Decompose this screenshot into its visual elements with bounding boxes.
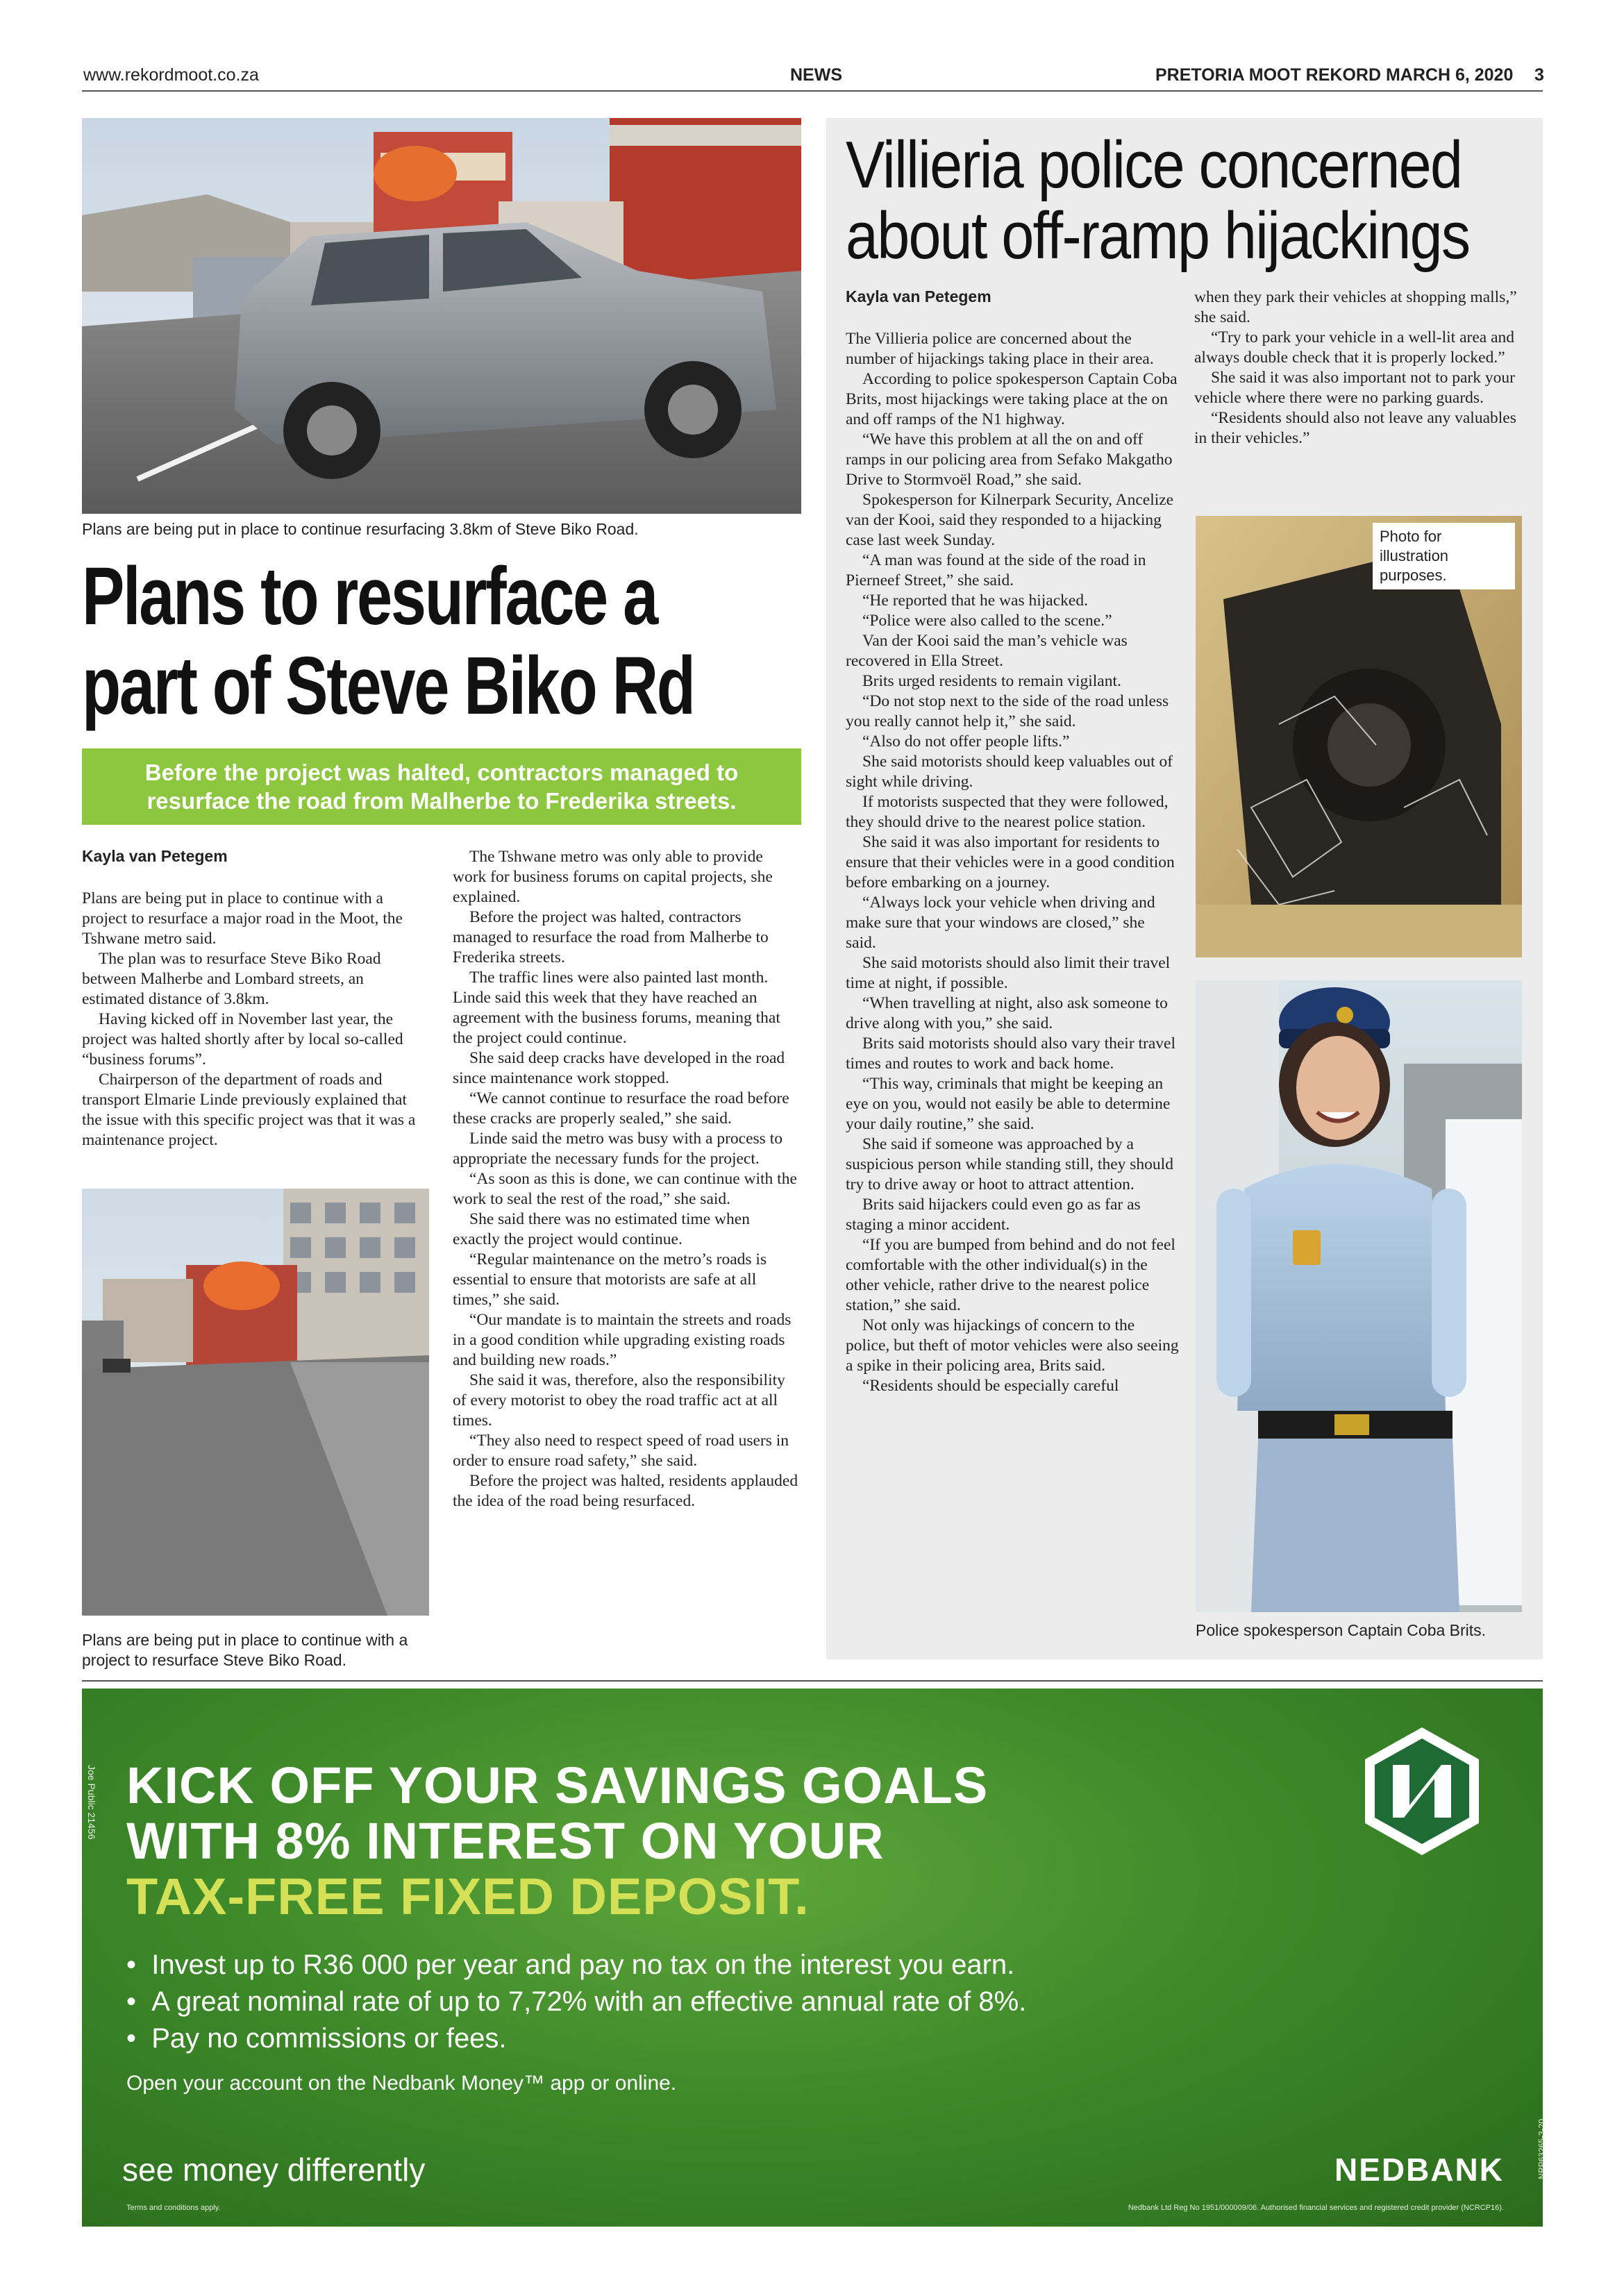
paragraph: “Residents should also not leave any valuables in their vehicles.” <box>1194 409 1516 447</box>
paragraph: She said if someone was approached by a suspicious person while standing still, they should try to drive away or hoot to attract attention. <box>846 1135 1173 1193</box>
paragraph: Spokesperson for Kilnerpark Security, Ancelize van der Kooi, said they responded to a hijacking case last week Sunday. <box>846 491 1174 549</box>
paragraph: “Always lock your vehicle when driving and make sure that your windows are closed,” she said. <box>846 894 1155 952</box>
photo3-label: Photo for illustration purposes. <box>1380 528 1449 584</box>
bullet-dot-icon: • <box>126 2023 152 2054</box>
paragraph: If motorists suspected that they were followed, they should drive to the nearest police station. <box>846 793 1169 831</box>
intro-bar <box>82 748 801 825</box>
nedbank-n-logo-icon <box>1353 1722 1491 1861</box>
intro-line2: resurface the road from Malherbe to Frederika streets. <box>147 788 737 814</box>
paragraph: “When travelling at night, also ask someone to drive along with you,” she said. <box>846 994 1168 1032</box>
right-article-column-1 <box>846 329 1179 1396</box>
advert-tagline: see money differently <box>122 2152 426 2188</box>
paragraph: She said it was also important not to park your vehicle where there were no parking guards. <box>1194 369 1515 407</box>
paragraph: when they park their vehicles at shopping malls,” she said. <box>1194 288 1517 326</box>
paragraph: Not only was hijackings of concern to the police, but theft of motor vehicles were also seeing a spike in their policing area, Brits said. <box>846 1316 1179 1375</box>
paragraph: She said there was no estimated time when exactly the project would continue. <box>453 1210 750 1248</box>
photo3-label-box <box>1373 523 1515 589</box>
advert-bullet <box>126 1947 1237 1984</box>
paragraph: “He reported that he was hijacked. <box>862 592 1088 610</box>
advert-bullet-text: A great nominal rate of up to 7,72% with an effective annual rate of 8%. <box>151 1986 1027 2017</box>
photo1-caption: Plans are being put in place to continue resurfacing 3.8km of Steve Biko Road. <box>82 520 639 538</box>
left-article-column-2 <box>453 847 800 1511</box>
photo-steve-biko-road-street <box>82 1189 429 1616</box>
headline-left-line2: part of Steve Biko Rd <box>82 640 694 732</box>
paragraph: The plan was to resurface Steve Biko Road between Malherbe and Lombard streets, an estimated distance of 3.8km. <box>82 950 381 1008</box>
page-number: 3 <box>1534 65 1544 85</box>
paragraph: The traffic lines were also painted last month. Linde said this week that they have reached an agreement with the business forums, meaning that the project could continue. <box>453 969 780 1047</box>
paragraph: “Also do not offer people lifts.” <box>862 732 1070 751</box>
advert-bullet-text: Pay no commissions or fees. <box>151 2023 507 2054</box>
paragraph: “We have this problem at all the on and off ramps in our policing area from Sefako Makgatho Drive to Stormvoël Road,” she said. <box>846 430 1173 489</box>
paragraph: Before the project was halted, residents applauded the idea of the road being resurfaced. <box>453 1472 798 1510</box>
left-byline: Kayla van Petegem <box>82 847 228 865</box>
paragraph: “Try to park your vehicle in a well-lit area and always double check that it is properly locked.” <box>1194 328 1514 367</box>
photo-captain-coba-brits <box>1196 980 1522 1612</box>
advert-rule <box>82 1680 1543 1682</box>
paragraph: Brits said motorists should also vary their travel times and routes to work and back home. <box>846 1034 1176 1073</box>
paragraph: She said it was, therefore, also the responsibility of every motorist to obey the road traffic act at all times. <box>453 1371 785 1430</box>
photo2-caption: Plans are being put in place to continue with a project to resurface Steve Biko Road. <box>82 1631 408 1669</box>
paragraph: “This way, criminals that might be keeping an eye on you, would not easily be able to determine your daily routine,” she said. <box>846 1075 1171 1133</box>
right-byline: Kayla van Petegem <box>846 287 991 305</box>
paragraph: The Tshwane metro was only able to provide work for business forums on capital projects, she explained. <box>453 848 773 906</box>
advert-headline-line1: KICK OFF YOUR SAVINGS GOALS <box>126 1757 989 1814</box>
paragraph: Before the project was halted, contractors managed to resurface the road from Malherbe to Frederika streets. <box>453 908 769 966</box>
paragraph: Plans are being put in place to continue with a project to resurface a major road in the Moot, the Tshwane metro said. <box>82 889 403 948</box>
bullet-dot-icon: • <box>126 1950 152 1980</box>
advert-side-code: Joe Public 21456 <box>86 1765 97 1840</box>
advert-right-code: NRP63265-3-20 <box>1537 2119 1547 2179</box>
advert-bullet <box>126 1984 1237 2020</box>
photo-steve-biko-road-pickup <box>82 118 801 514</box>
paper-date: PRETORIA MOOT REKORD MARCH 6, 2020 <box>1155 65 1514 85</box>
paragraph: “If you are bumped from behind and do not feel comfortable with the other individual(s) in the other vehicle, rather drive to the nearest police station,” she said. <box>846 1236 1175 1314</box>
left-article-column-1 <box>82 889 429 1150</box>
paragraph: According to police spokesperson Captain Coba Brits, most hijackings were taking place at the on and off ramps of the N1 highway. <box>846 370 1178 428</box>
advert-open-account[interactable]: Open your account on the Nedbank Money™ app or online. <box>126 2072 677 2095</box>
paragraph: Brits said hijackers could even go as far as staging a minor accident. <box>846 1196 1141 1234</box>
advert-bullet <box>126 2020 1237 2057</box>
advert-headline-line3: TAX-FREE FIXED DEPOSIT. <box>126 1868 810 1925</box>
header-rule <box>82 90 1543 92</box>
photo4-caption: Police spokesperson Captain Coba Brits. <box>1196 1621 1487 1639</box>
paragraph: “Do not stop next to the side of the road unless you really cannot help it,” she said. <box>846 692 1169 730</box>
advert-bullet-list <box>126 1947 1237 2057</box>
advert-terms: Terms and conditions apply. <box>126 2204 221 2212</box>
headline-right-line2: about off-ramp hijackings <box>846 199 1470 273</box>
advert-bullet-text: Invest up to R36 000 per year and pay no tax on the interest you earn. <box>151 1950 1015 1980</box>
headline-right-line1: Villieria police concerned <box>846 128 1462 202</box>
paragraph: “A man was found at the side of the road in Pierneef Street,” she said. <box>846 551 1146 589</box>
paragraph: She said deep cracks have developed in the road since maintenance work stopped. <box>453 1049 785 1087</box>
paragraph: Linde said the metro was busy with a process to appropriate the necessary funds for the project. <box>453 1130 782 1168</box>
intro-line1: Before the project was halted, contractors managed to <box>144 760 739 785</box>
paragraph: “Regular maintenance on the metro’s roads is essential to ensure that motorists are safe at all times,” she said. <box>453 1250 767 1309</box>
paragraph: Van der Kooi said the man’s vehicle was recovered in Ella Street. <box>846 632 1128 670</box>
paragraph: “We cannot continue to resurface the road before these cracks are properly sealed,” she said. <box>453 1089 789 1128</box>
paragraph: Having kicked off in November last year, the project was halted shortly after by local so-called “business forums”. <box>82 1010 403 1069</box>
website-url[interactable]: www.rekordmoot.co.za <box>83 65 259 85</box>
bullet-dot-icon: • <box>126 1986 152 2017</box>
paragraph: She said it was also important for residents to ensure that their vehicles were in a good condition before embarking on a journey. <box>846 833 1175 891</box>
paragraph: She said motorists should also limit their travel time at night, if possible. <box>846 954 1171 992</box>
paragraph: “Residents should be especially careful <box>862 1377 1119 1395</box>
paragraph: Chairperson of the department of roads and transport Elmarie Linde previously explained that the issue with this specific project was that it was a maintenance project. <box>82 1071 416 1149</box>
photo-broken-car-window <box>1196 516 1522 957</box>
paragraph: “They also need to respect speed of road users in order to ensure road safety,” she said. <box>453 1432 789 1470</box>
advert-headline-line2: WITH 8% INTEREST ON YOUR <box>126 1812 885 1870</box>
headline-left-line1: Plans to resurface a <box>82 551 657 642</box>
advert-legal: Nedbank Ltd Reg No 1951/000009/06. Authorised financial services and registered credit provider (NCRCP16). <box>1128 2204 1504 2212</box>
paragraph: “As soon as this is done, we can continue with the work to seal the rest of the road,” she said. <box>453 1170 797 1208</box>
paragraph: She said motorists should keep valuables out of sight while driving. <box>846 753 1173 791</box>
section-label: NEWS <box>790 65 842 85</box>
paragraph: “Our mandate is to maintain the streets and roads in a good condition while upgrading existing roads and building new roads.” <box>453 1311 792 1369</box>
nedbank-advert[interactable] <box>82 1689 1547 2227</box>
right-article-column-2 <box>1194 287 1527 449</box>
advert-brand: NEDBANK <box>1334 2152 1504 2188</box>
paragraph: “Police were also called to the scene.” <box>862 612 1112 630</box>
paragraph: The Villieria police are concerned about the number of hijackings taking place in their area. <box>846 330 1154 368</box>
paragraph: Brits urged residents to remain vigilant. <box>862 672 1121 690</box>
